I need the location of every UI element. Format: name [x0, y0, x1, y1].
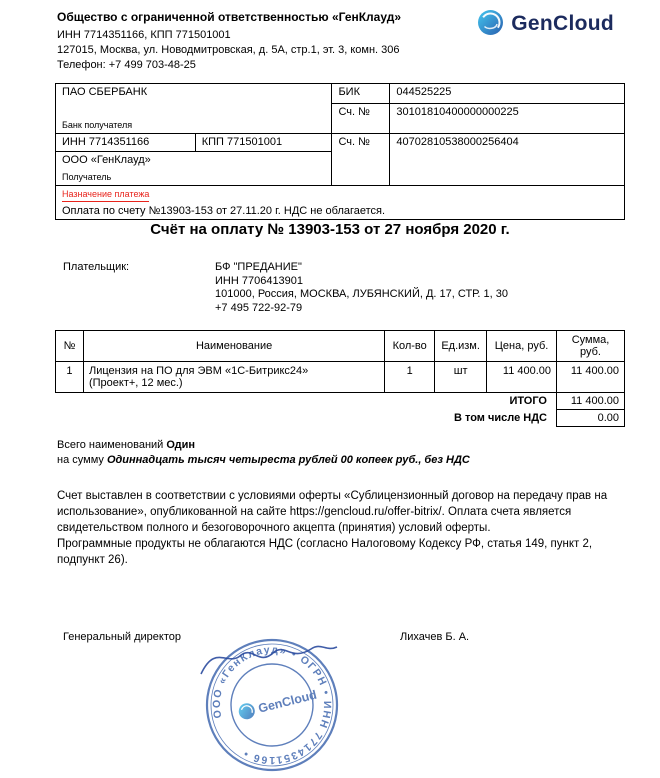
recipient-inn: ИНН 7714351166 — [56, 134, 196, 152]
payer-label: Плательщик: — [63, 261, 130, 273]
item-name: Лицензия на ПО для ЭВМ «1С-Битрикс24» (Проект+, 12 мес.) — [83, 362, 384, 393]
payer-block — [63, 261, 508, 315]
total-label: ИТОГО — [509, 395, 547, 407]
director-name: Лихачев Б. А. — [400, 631, 470, 643]
payer-phone: +7 495 722-92-79 — [215, 301, 303, 314]
items-section — [55, 330, 625, 427]
items-count-label: Всего наименований — [57, 439, 164, 451]
vat-value: 0.00 — [556, 409, 625, 427]
items-header-row — [56, 331, 625, 362]
payment-purpose-text: Оплата по счету №13903-153 от 27.11.20 г. НДС не облагается. — [62, 205, 386, 217]
director-label: Генеральный директор — [63, 631, 181, 643]
bank-recipient-cell — [56, 84, 332, 134]
seller-inn-kpp: ИНН 7714351166, КПП 771501001 — [57, 29, 231, 41]
item-num: 1 — [56, 362, 84, 393]
column-header-qty: Кол-во — [385, 331, 435, 362]
amount-summary — [57, 438, 470, 468]
seller-address: 127015, Москва, ул. Новодмитровская, д. 5А, стр.1, эт. 3, комн. 306 — [57, 44, 400, 56]
terms-block — [57, 488, 622, 568]
stamp-center-logo — [237, 686, 318, 721]
vat-note-text: Программные продукты не облагаются НДС (согласно Налоговому Кодексу РФ, статья 149, пункт 2, подпункт 26). — [57, 538, 593, 566]
gencloud-logo — [477, 9, 614, 39]
recipient-label: Получатель — [62, 172, 112, 182]
account-label: Сч. № — [332, 134, 390, 186]
bank-name: ПАО СБЕРБАНК — [62, 86, 148, 98]
payer-inn: ИНН 7706413901 — [215, 274, 304, 287]
bank-details-table — [55, 83, 625, 220]
column-header-price: Цена, руб. — [487, 331, 557, 362]
column-header-amount: Сумма, руб. — [557, 331, 625, 362]
item-unit: шт — [435, 362, 487, 393]
items-table — [55, 330, 625, 393]
item-qty: 1 — [385, 362, 435, 393]
recipient-company-name: ООО «ГенКлауд» — [62, 154, 151, 166]
recipient-cell — [56, 152, 332, 186]
item-amount: 11 400.00 — [557, 362, 625, 393]
amount-words-line — [57, 453, 470, 468]
corr-account-value: 30101810400000000225 — [390, 104, 625, 134]
seller-phone: Телефон: +7 499 703-48-25 — [57, 59, 196, 71]
account-value: 40702810538000256404 — [390, 134, 625, 186]
gencloud-logo-text: GenCloud — [511, 12, 614, 35]
item-price: 11 400.00 — [487, 362, 557, 393]
amount-words-value: Одиннадцать тысяч четыреста рублей 00 копеек руб., без НДС — [106, 454, 470, 466]
corr-account-label: Сч. № — [332, 104, 390, 134]
column-header-num: № — [56, 331, 84, 362]
payment-purpose-label: Назначение платежа — [62, 189, 149, 202]
payer-address: 101000, Россия, МОСКВА, ЛУБЯНСКИЙ, Д. 17, СТР. 1, 30 — [215, 288, 509, 300]
recipient-kpp: КПП 771501001 — [195, 134, 332, 152]
seller-company-name: Общество с ограниченной ответственностью «ГенКлауд» — [57, 10, 402, 24]
stamp-rings — [193, 630, 351, 778]
bank-recipient-label: Банк получателя — [62, 120, 133, 130]
column-header-name: Наименование — [83, 331, 384, 362]
invoice-title: Счёт на оплату № 13903-153 от 27 ноября 2020 г. — [150, 221, 510, 238]
company-stamp — [171, 630, 371, 778]
seller-header — [57, 10, 467, 73]
total-value: 11 400.00 — [556, 392, 625, 410]
bik-label: БИК — [332, 84, 390, 104]
item-row — [56, 362, 625, 393]
column-header-unit: Ед.изм. — [435, 331, 487, 362]
total-row — [55, 392, 625, 410]
vat-label: В том числе НДС — [453, 412, 547, 424]
offer-terms-text: Счет выставлен в соответствии с условиями оферты «Сублицензионный договор на передачу прав на использование», опубликованной на сайте https://gencloud.ru/offer-bitrix/. Оплата счета является свидетельством полного и безоговорочного акцепта (принятия) условий оферты. — [57, 490, 608, 534]
stamp-ring-text: ООО «ГенКлауд» • ОГРН • ИНН 7714351166 • — [210, 643, 334, 767]
bik-value: 044525225 — [390, 84, 625, 104]
payment-purpose-cell — [56, 186, 625, 220]
items-count-line — [57, 438, 470, 453]
stamp-brand-text: GenCloud — [256, 687, 319, 716]
items-count-value: Один — [166, 439, 196, 451]
gencloud-logo-icon — [477, 9, 504, 39]
payer-info — [215, 261, 508, 315]
payer-name: БФ "ПРЕДАНИЕ" — [215, 261, 302, 273]
amount-words-label: на сумму — [57, 454, 104, 466]
vat-row — [55, 409, 625, 427]
